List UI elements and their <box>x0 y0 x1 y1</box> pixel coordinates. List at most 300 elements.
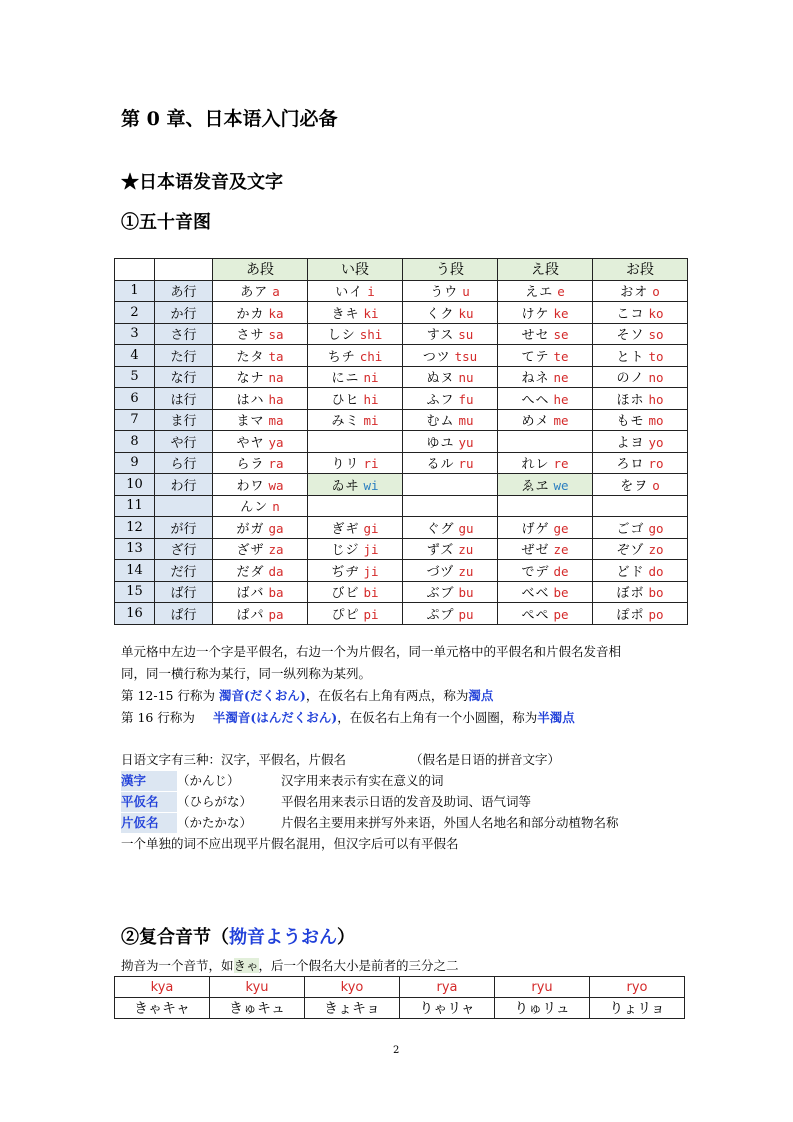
writing-intro <box>121 750 560 770</box>
kana-cell <box>308 603 403 625</box>
column-header: お段 <box>593 259 688 281</box>
kana-text: べベ <box>521 586 550 602</box>
kana-text: たタ <box>236 349 265 365</box>
romaji-text: pu <box>458 606 474 622</box>
column-header: い段 <box>308 259 403 281</box>
kana-text: りリ <box>331 457 360 473</box>
row-number: 9 <box>115 452 155 474</box>
yoon-kana-cell: りゅリュ <box>495 998 590 1019</box>
row-number: 7 <box>115 409 155 431</box>
romaji-text: po <box>648 606 664 622</box>
handakuon-desc: ，在仮名右上角有一个小圆圈，称为 <box>337 710 538 725</box>
romaji-text: he <box>553 391 569 407</box>
kana-text: ぢヂ <box>331 564 360 580</box>
note-line-handakuon <box>121 708 575 728</box>
kana-cell <box>213 603 308 625</box>
kana-text: ぽポ <box>616 607 645 623</box>
kana-text: いイ <box>335 285 364 301</box>
kana-text: なナ <box>236 371 265 387</box>
gojuon-row <box>115 452 688 474</box>
kana-text: とト <box>616 349 645 365</box>
kana-text: こコ <box>616 306 645 322</box>
row-number: 3 <box>115 323 155 345</box>
header-blank-cell <box>155 259 213 281</box>
gojuon-row <box>115 581 688 603</box>
kana-cell <box>498 323 593 345</box>
kana-cell <box>403 495 498 517</box>
romaji-text: o <box>652 477 660 493</box>
romaji-text: wa <box>268 477 284 493</box>
kana-text: のノ <box>616 371 645 387</box>
gojuon-row <box>115 388 688 410</box>
kana-text: づヅ <box>426 564 455 580</box>
kana-cell <box>403 280 498 302</box>
kana-cell <box>403 366 498 388</box>
kana-cell <box>593 560 688 582</box>
kana-text: えエ <box>525 285 554 301</box>
kana-text: るル <box>426 457 455 473</box>
romaji-text: ma <box>268 413 284 429</box>
kana-cell <box>593 495 688 517</box>
kana-cell <box>308 302 403 324</box>
kana-text: ぼボ <box>616 586 645 602</box>
romaji-text: so <box>648 327 664 343</box>
kana-cell <box>308 560 403 582</box>
dakuon-prefix: 第 12-15 行称为 <box>121 688 215 703</box>
kana-text: そソ <box>616 328 645 344</box>
kana-cell <box>498 495 593 517</box>
note-line-1: 单元格中左边一个字是平假名，右边一个为片假名，同一单元格中的平假名和片假名发音相 <box>121 644 622 659</box>
romaji-text: yu <box>458 434 474 450</box>
yoon-romaji-cell: ryo <box>590 977 685 998</box>
kana-text: まマ <box>236 414 265 430</box>
kana-text: じジ <box>331 543 360 559</box>
kana-cell <box>403 302 498 324</box>
romaji-text: ba <box>268 585 284 601</box>
kana-cell <box>308 409 403 431</box>
gojuon-row <box>115 603 688 625</box>
romaji-text: za <box>268 542 284 558</box>
section-title: ★日本语发音及文字 <box>121 172 283 193</box>
kana-text: めメ <box>521 414 550 430</box>
yoon-romaji-cell: rya <box>400 977 495 998</box>
kana-cell <box>308 474 403 496</box>
row-number: 10 <box>115 474 155 496</box>
desc-katakana: 片假名主要用来拼写外来语，外国人名地名和部分动植物名称 <box>281 815 619 830</box>
kana-cell <box>593 302 688 324</box>
yoon-kana-cell: きゅキュ <box>210 998 305 1019</box>
kana-cell <box>498 409 593 431</box>
kana-text: ざザ <box>236 543 265 559</box>
kana-cell <box>498 517 593 539</box>
kana-text: にニ <box>331 371 360 387</box>
romaji-text: ki <box>363 305 379 321</box>
column-header: え段 <box>498 259 593 281</box>
kana-cell <box>213 560 308 582</box>
kana-cell <box>308 517 403 539</box>
romaji-text: chi <box>359 348 383 364</box>
romaji-text: ro <box>648 456 664 472</box>
kana-cell <box>593 280 688 302</box>
kana-cell <box>593 452 688 474</box>
gojuon-row <box>115 280 688 302</box>
kana-text: ほホ <box>616 392 645 408</box>
kana-cell <box>213 452 308 474</box>
kana-cell <box>308 431 403 453</box>
kana-cell <box>593 474 688 496</box>
romaji-text: ta <box>268 348 284 364</box>
kana-cell <box>403 474 498 496</box>
romaji-text: no <box>648 370 664 386</box>
kana-cell <box>498 280 593 302</box>
kana-text: ちチ <box>327 349 356 365</box>
kana-text: つツ <box>422 349 451 365</box>
yoon-desc <box>121 956 459 976</box>
page-number: 2 <box>393 1045 400 1056</box>
kana-text: がガ <box>236 521 265 537</box>
kana-text: あア <box>240 285 269 301</box>
yoon-desc-a: 拗音为一个音节，如 <box>121 958 234 973</box>
kana-text: ふフ <box>426 392 455 408</box>
row-number: 13 <box>115 538 155 560</box>
gojuon-row <box>115 495 688 517</box>
romaji-text: ru <box>458 456 474 472</box>
kana-cell <box>308 345 403 367</box>
kana-text: きキ <box>331 306 360 322</box>
kana-cell <box>213 517 308 539</box>
gojuon-row <box>115 302 688 324</box>
row-number: 15 <box>115 581 155 603</box>
kana-cell <box>498 581 593 603</box>
kana-text: くク <box>426 306 455 322</box>
kana-cell <box>403 409 498 431</box>
row-name: ざ行 <box>155 538 213 560</box>
row-number: 5 <box>115 366 155 388</box>
kana-cell <box>403 581 498 603</box>
romaji-text: bo <box>648 585 664 601</box>
romaji-text: to <box>648 348 664 364</box>
kana-cell <box>308 366 403 388</box>
romaji-text: ha <box>268 391 284 407</box>
reading-hiragana: （ひらがな） <box>177 794 253 809</box>
kana-cell <box>308 538 403 560</box>
kana-text: ぺペ <box>521 607 550 623</box>
romaji-text: su <box>458 327 474 343</box>
romaji-text: na <box>268 370 284 386</box>
romaji-text: do <box>648 563 664 579</box>
note-line-2: 同，同一横行称为某行，同一纵列称为某列。 <box>121 666 372 681</box>
row-name: さ行 <box>155 323 213 345</box>
row-name: や行 <box>155 431 213 453</box>
romaji-text: zu <box>458 563 474 579</box>
yoon-table <box>114 976 685 1019</box>
kana-cell <box>593 345 688 367</box>
row-number: 6 <box>115 388 155 410</box>
yoon-romaji-cell: kyo <box>305 977 400 998</box>
romaji-text: mu <box>458 413 474 429</box>
kana-cell <box>403 603 498 625</box>
yoon-example: きゃ <box>233 958 259 973</box>
kana-cell <box>213 388 308 410</box>
kana-text: ずズ <box>426 543 455 559</box>
handakuten-term: 半濁点 <box>537 710 575 725</box>
kana-cell <box>213 280 308 302</box>
kana-text: ねネ <box>521 371 550 387</box>
dakuten-term: 濁点 <box>468 688 494 703</box>
romaji-text: re <box>553 456 569 472</box>
kana-cell <box>403 345 498 367</box>
romaji-text: ya <box>268 434 284 450</box>
kana-cell <box>498 538 593 560</box>
kana-text: ぬヌ <box>426 371 455 387</box>
kana-cell <box>593 409 688 431</box>
kana-cell <box>593 388 688 410</box>
kana-text: せセ <box>521 328 550 344</box>
yoon-kana-cell: りゃリャ <box>400 998 495 1019</box>
kana-cell <box>308 388 403 410</box>
yoon-heading-prefix: ②复合音节（ <box>121 927 229 948</box>
romaji-text: ka <box>268 305 284 321</box>
kana-cell <box>498 560 593 582</box>
note-line-dakuon <box>121 686 493 706</box>
romaji-text: se <box>553 327 569 343</box>
romaji-text: ji <box>363 563 379 579</box>
row-name: あ行 <box>155 280 213 302</box>
kana-cell <box>403 560 498 582</box>
row-number: 16 <box>115 603 155 625</box>
yoon-desc-b: ，后一个假名大小是前者的三分之二 <box>258 958 459 973</box>
kana-text: やヤ <box>236 435 265 451</box>
romaji-text: sa <box>268 327 284 343</box>
gojuon-row <box>115 431 688 453</box>
kana-cell <box>593 323 688 345</box>
kana-text: ろロ <box>616 457 645 473</box>
yoon-romaji-cell: ryu <box>495 977 590 998</box>
romaji-text: zu <box>458 542 474 558</box>
gojuon-table <box>114 258 688 625</box>
yoon-romaji-cell: kya <box>115 977 210 998</box>
kana-cell <box>213 495 308 517</box>
romaji-text: yo <box>648 434 664 450</box>
kana-cell <box>498 345 593 367</box>
yoon-romaji-cell: kyu <box>210 977 305 998</box>
kana-cell <box>213 409 308 431</box>
kana-cell <box>498 452 593 474</box>
chapter-title: 第 0 章、日本语入门必备 <box>121 108 338 130</box>
romaji-text: e <box>557 284 565 300</box>
kana-cell <box>213 323 308 345</box>
row-number: 14 <box>115 560 155 582</box>
kana-cell <box>593 603 688 625</box>
writing-last-line: 一个单独的词不应出现平片假名混用，但汉字后可以有平假名 <box>121 836 459 851</box>
kana-cell <box>498 366 593 388</box>
kana-cell <box>593 431 688 453</box>
handakuon-prefix: 第 16 行称为 <box>121 710 195 725</box>
kana-text: さサ <box>236 328 265 344</box>
romaji-text: gu <box>458 520 474 536</box>
row-number: 2 <box>115 302 155 324</box>
row-number: 8 <box>115 431 155 453</box>
romaji-text: go <box>648 520 664 536</box>
kana-text: みミ <box>331 414 360 430</box>
kana-cell <box>213 538 308 560</box>
row-name: ぱ行 <box>155 603 213 625</box>
kana-text: ひヒ <box>331 392 360 408</box>
kana-text: ごゴ <box>616 521 645 537</box>
romaji-text: ku <box>458 305 474 321</box>
kana-text: びビ <box>331 586 360 602</box>
kana-text: よヨ <box>616 435 645 451</box>
term-kanji: 漢字 <box>121 771 177 791</box>
row-name: ら行 <box>155 452 213 474</box>
writing-intro-note: （假名是日语的拼音文字） <box>410 752 561 767</box>
kana-text: わワ <box>236 478 265 494</box>
row-name: な行 <box>155 366 213 388</box>
gojuon-header-row <box>115 259 688 281</box>
romaji-text: wi <box>363 477 379 493</box>
row-number: 1 <box>115 280 155 302</box>
dakuon-desc: ，在仮名右上角有两点，称为 <box>305 688 469 703</box>
row-number: 12 <box>115 517 155 539</box>
row-name: だ行 <box>155 560 213 582</box>
term-katakana: 片仮名 <box>121 813 177 833</box>
kana-text: どド <box>616 564 645 580</box>
kana-text: ぎギ <box>331 521 360 537</box>
romaji-text: pa <box>268 606 284 622</box>
row-name: ま行 <box>155 409 213 431</box>
kana-cell <box>498 474 593 496</box>
romaji-text: mi <box>363 413 379 429</box>
kana-cell <box>213 366 308 388</box>
kana-cell <box>593 366 688 388</box>
romaji-text: pe <box>553 606 569 622</box>
romaji-text: me <box>553 413 569 429</box>
romaji-text: ne <box>553 370 569 386</box>
romaji-text: pi <box>363 606 379 622</box>
gojuon-row <box>115 323 688 345</box>
kana-text: でデ <box>521 564 550 580</box>
gojuon-row <box>115 409 688 431</box>
kana-text: ぜゼ <box>521 543 550 559</box>
kana-cell <box>308 495 403 517</box>
romaji-text: ge <box>553 520 569 536</box>
kana-text: はハ <box>236 392 265 408</box>
romaji-text: bu <box>458 585 474 601</box>
gojuon-row <box>115 474 688 496</box>
header-blank-cell <box>115 259 155 281</box>
kana-text: だダ <box>236 564 265 580</box>
kana-cell <box>213 581 308 603</box>
handakuon-term: 半濁音(はんだくおん) <box>212 710 338 725</box>
romaji-text: nu <box>458 370 474 386</box>
kana-text: もモ <box>616 414 645 430</box>
kana-cell <box>308 452 403 474</box>
romaji-text: a <box>272 284 280 300</box>
kana-cell <box>308 280 403 302</box>
kana-text: れレ <box>521 457 550 473</box>
romaji-text: ri <box>363 456 379 472</box>
kana-text: ぶブ <box>426 586 455 602</box>
row-name: か行 <box>155 302 213 324</box>
kana-cell <box>213 474 308 496</box>
yoon-heading-term: 拗音ようおん <box>229 927 337 948</box>
romaji-text: gi <box>363 520 379 536</box>
kana-text: をヲ <box>620 478 649 494</box>
kana-cell <box>403 388 498 410</box>
romaji-text: ho <box>648 391 664 407</box>
gojuon-row <box>115 345 688 367</box>
romaji-text: zo <box>648 542 664 558</box>
kana-cell <box>498 431 593 453</box>
romaji-text: shi <box>359 327 383 343</box>
column-header: う段 <box>403 259 498 281</box>
kana-text: ぷプ <box>426 607 455 623</box>
romaji-text: o <box>652 284 660 300</box>
kana-text: ばバ <box>236 586 265 602</box>
romaji-text: ko <box>648 305 664 321</box>
reading-katakana: （かたかな） <box>177 815 253 830</box>
romaji-text: bi <box>363 585 379 601</box>
row-name: は行 <box>155 388 213 410</box>
gojuon-row <box>115 560 688 582</box>
term-hiragana: 平仮名 <box>121 792 177 812</box>
desc-kanji: 汉字用来表示有实在意义的词 <box>281 773 444 788</box>
romaji-text: ji <box>363 542 379 558</box>
romaji-text: tsu <box>454 348 478 364</box>
yoon-kana-cell: きゃキャ <box>115 998 210 1019</box>
kana-text: ぱパ <box>236 607 265 623</box>
kana-cell <box>498 603 593 625</box>
row-number: 11 <box>115 495 155 517</box>
desc-hiragana: 平假名用来表示日语的发音及助词、语气词等 <box>281 794 532 809</box>
writing-item-katakana <box>121 813 619 833</box>
gojuon-row <box>115 366 688 388</box>
writing-item-hiragana <box>121 792 531 812</box>
kana-cell <box>403 323 498 345</box>
kana-cell <box>498 388 593 410</box>
kana-cell <box>403 517 498 539</box>
writing-item-kanji <box>121 771 444 791</box>
kana-text: てテ <box>521 349 550 365</box>
writing-intro-text: 日语文字有三种：汉字，平假名，片假名 <box>121 752 347 767</box>
yoon-kana-cell: きょキョ <box>305 998 400 1019</box>
romaji-text: fu <box>458 391 474 407</box>
kana-cell <box>403 431 498 453</box>
romaji-text: ga <box>268 520 284 536</box>
kana-cell <box>213 345 308 367</box>
kana-text: ぐグ <box>426 521 455 537</box>
yoon-kana-cell: りょリョ <box>590 998 685 1019</box>
romaji-text: we <box>553 477 569 493</box>
kana-text: ゑヱ <box>521 478 550 494</box>
romaji-text: da <box>268 563 284 579</box>
romaji-text: te <box>553 348 569 364</box>
yoon-heading <box>121 923 355 949</box>
gojuon-row <box>115 517 688 539</box>
romaji-text: ra <box>268 456 284 472</box>
kana-text: かカ <box>236 306 265 322</box>
yoon-heading-suffix: ） <box>337 927 355 948</box>
row-name: が行 <box>155 517 213 539</box>
kana-text: すス <box>426 328 455 344</box>
romaji-text: de <box>553 563 569 579</box>
row-name: ば行 <box>155 581 213 603</box>
kana-text: うウ <box>430 285 459 301</box>
kana-cell <box>308 323 403 345</box>
kana-text: おオ <box>620 285 649 301</box>
romaji-text: u <box>462 284 470 300</box>
romaji-text: ni <box>363 370 379 386</box>
